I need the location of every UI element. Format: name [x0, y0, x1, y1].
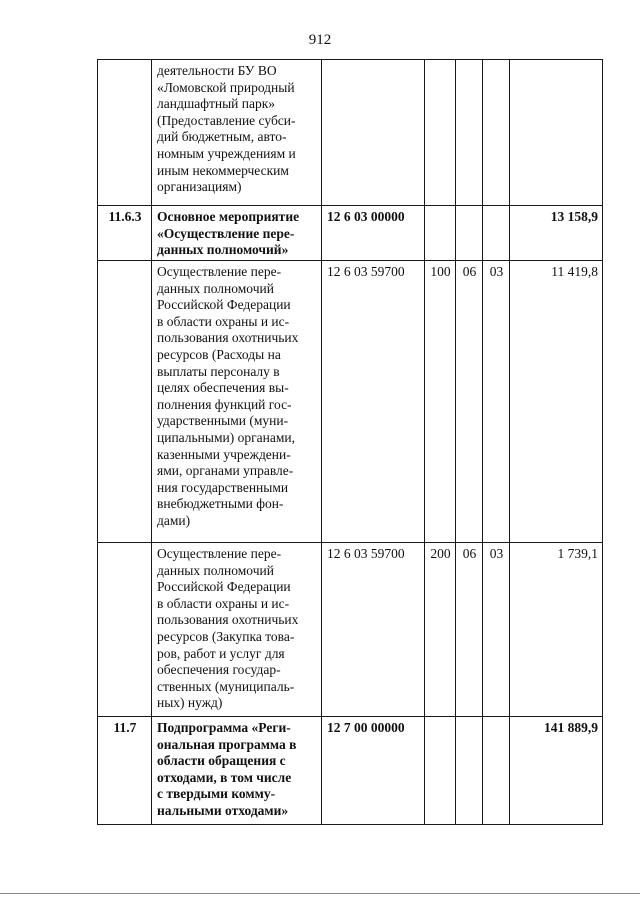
bottom-scan-rule [0, 893, 640, 894]
row-subsection [483, 717, 510, 825]
table-row [98, 717, 603, 825]
row-amount: 13 158,9 [510, 206, 603, 261]
row-section [456, 717, 483, 825]
row-description: Осуществление пере- данных полномочий Российской Федерации в области охраны и ис- пользования охотничьих ресурсов (Расходы на выплаты персоналу в целях обеспечения вы- полнения функций гос- ударственными (муни- ципальными) органами, казенными учреждени- ями, органами управле- ния государственными внебюджетными фон- дами) [152, 261, 322, 543]
row-amount: 11 419,8 [510, 261, 603, 543]
row-amount: 1 739,1 [510, 543, 603, 717]
row-section: 06 [456, 261, 483, 543]
table-row [98, 543, 603, 717]
row-number [98, 60, 152, 206]
row-section [456, 206, 483, 261]
page-number: 912 [308, 32, 332, 48]
row-expense-type [425, 60, 456, 206]
row-target-code [322, 60, 425, 206]
row-amount: 141 889,9 [510, 717, 603, 825]
row-section: 06 [456, 543, 483, 717]
row-target-code: 12 6 03 00000 [322, 206, 425, 261]
row-number: 11.6.3 [98, 206, 152, 261]
row-description: Основное мероприятие «Осуществление пере- данных полномочий» [152, 206, 322, 261]
table-row [98, 261, 603, 543]
row-expense-type: 200 [425, 543, 456, 717]
row-amount [510, 60, 603, 206]
row-target-code: 12 7 00 00000 [322, 717, 425, 825]
budget-table [97, 59, 603, 825]
row-section [456, 60, 483, 206]
row-subsection: 03 [483, 261, 510, 543]
row-subsection: 03 [483, 543, 510, 717]
row-description: Осуществление пере- данных полномочий Российской Федерации в области охраны и ис- пользования охотничьих ресурсов (Закупка това- ров, работ и услуг для обеспечения государ- ственных (муниципаль- ных) нужд) [152, 543, 322, 717]
row-subsection [483, 206, 510, 261]
row-number [98, 261, 152, 543]
row-target-code: 12 6 03 59700 [322, 543, 425, 717]
table-row [98, 206, 603, 261]
row-target-code: 12 6 03 59700 [322, 261, 425, 543]
row-expense-type [425, 717, 456, 825]
table-row [98, 60, 603, 206]
row-expense-type: 100 [425, 261, 456, 543]
row-description: Подпрограмма «Реги- ональная программа в области обращения с отходами, в том числе с твердыми комму- нальными отходами» [152, 717, 322, 825]
row-number [98, 543, 152, 717]
row-subsection [483, 60, 510, 206]
row-description: деятельности БУ ВО «Ломовской природный ландшафтный парк» (Предоставление субси- дий бюджетным, авто- номным учреждениям и иным некоммерческим организациям) [152, 60, 322, 206]
row-number: 11.7 [98, 717, 152, 825]
row-expense-type [425, 206, 456, 261]
